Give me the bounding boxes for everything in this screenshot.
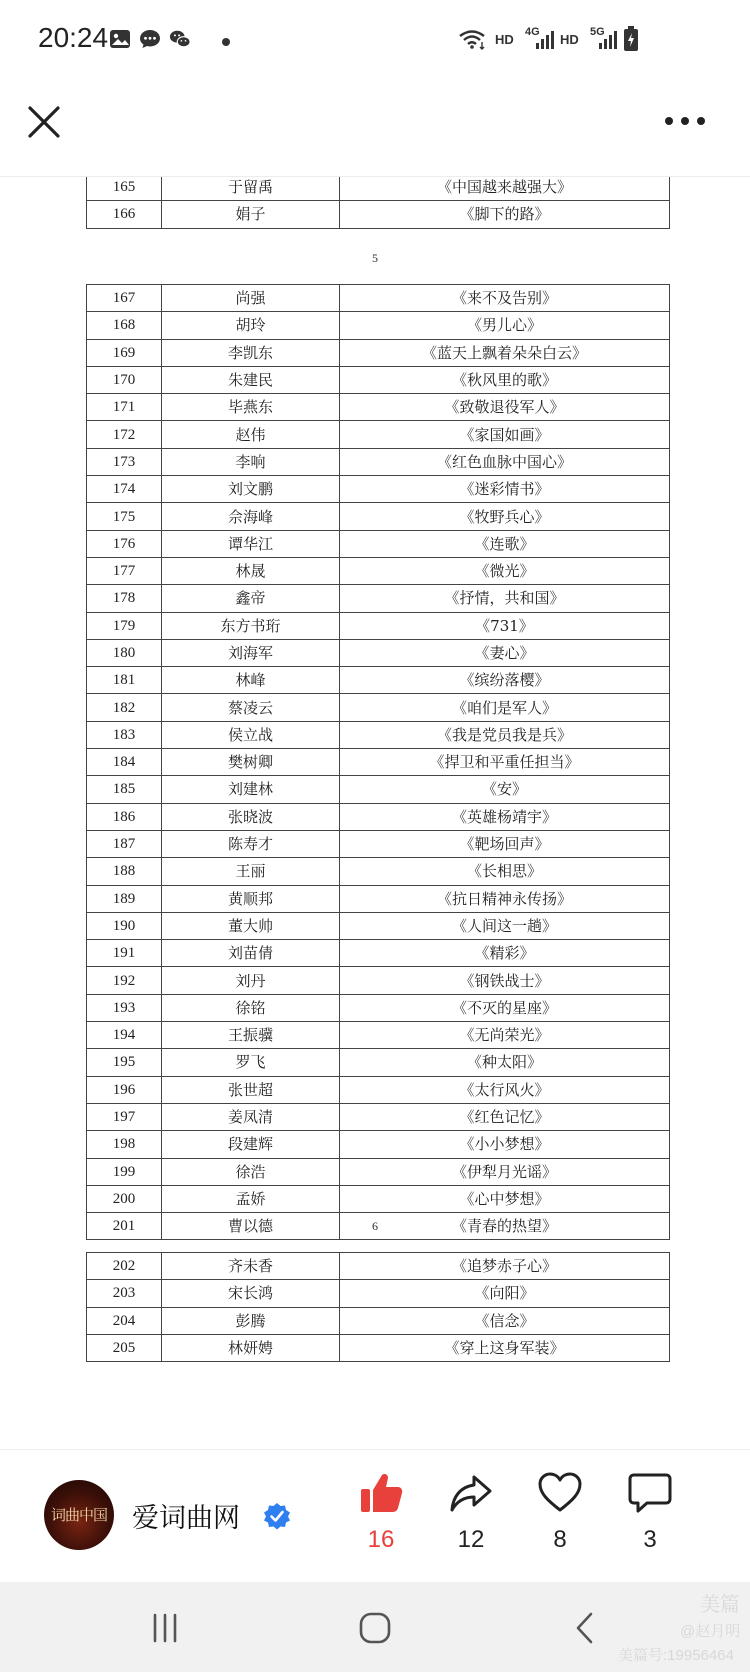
entry-author: 于留禹 xyxy=(162,177,340,201)
hd-label-1: HD xyxy=(495,32,514,47)
signal-icon-2 xyxy=(597,28,617,50)
table-row xyxy=(87,858,670,885)
entry-number: 180 xyxy=(87,639,162,666)
entry-number: 171 xyxy=(87,394,162,421)
like-count: 16 xyxy=(367,1526,395,1553)
entry-author: 侯立战 xyxy=(162,721,340,748)
entry-author: 王振骥 xyxy=(162,1022,340,1049)
entry-author: 胡玲 xyxy=(162,312,340,339)
table-row xyxy=(87,1185,670,1212)
entry-author: 樊树卿 xyxy=(162,749,340,776)
entry-number: 179 xyxy=(87,612,162,639)
notification-dot xyxy=(222,38,230,46)
entry-number: 193 xyxy=(87,994,162,1021)
entry-author: 黄顺邦 xyxy=(162,885,340,912)
entry-title: 《伊犁月光谣》 xyxy=(340,1158,670,1185)
entry-title: 《穿上这身军装》 xyxy=(340,1334,670,1361)
table-row xyxy=(87,394,670,421)
entry-author: 林妍娉 xyxy=(162,1334,340,1361)
entry-author: 张晓波 xyxy=(162,803,340,830)
entry-number: 189 xyxy=(87,885,162,912)
table-row xyxy=(87,1280,670,1307)
entry-author: 毕燕东 xyxy=(162,394,340,421)
comment-count: 3 xyxy=(643,1526,657,1553)
entry-number: 199 xyxy=(87,1158,162,1185)
table-row xyxy=(87,639,670,666)
entry-title: 《蓝天上飘着朵朵白云》 xyxy=(340,339,670,366)
comment-button[interactable] xyxy=(615,1470,685,1554)
entry-number: 173 xyxy=(87,448,162,475)
header-bar xyxy=(0,86,750,177)
entry-number: 201 xyxy=(87,1213,162,1240)
entry-number: 198 xyxy=(87,1131,162,1158)
entry-author: 陈寿才 xyxy=(162,830,340,857)
entry-author: 徐浩 xyxy=(162,1158,340,1185)
entry-author: 佘海峰 xyxy=(162,503,340,530)
entry-number: 170 xyxy=(87,366,162,393)
entry-number: 184 xyxy=(87,749,162,776)
entry-author: 李响 xyxy=(162,448,340,475)
entry-number: 167 xyxy=(87,285,162,312)
entry-title: 《连歌》 xyxy=(340,530,670,557)
table-row xyxy=(87,1076,670,1103)
entry-title: 《无尚荣光》 xyxy=(340,1022,670,1049)
table-row xyxy=(87,694,670,721)
table-row xyxy=(87,1307,670,1334)
share-button[interactable] xyxy=(436,1470,506,1554)
home-icon[interactable] xyxy=(357,1610,393,1646)
heart-icon xyxy=(537,1470,583,1516)
entry-title: 《致敬退役军人》 xyxy=(340,394,670,421)
entry-title: 《红色血脉中国心》 xyxy=(340,448,670,475)
entry-title: 《咱们是军人》 xyxy=(340,694,670,721)
entry-number: 200 xyxy=(87,1185,162,1212)
table-row xyxy=(87,1131,670,1158)
recent-apps-icon[interactable] xyxy=(147,1610,183,1646)
entry-title: 《小小梦想》 xyxy=(340,1131,670,1158)
table-row xyxy=(87,912,670,939)
entry-title: 《捍卫和平重任担当》 xyxy=(340,749,670,776)
page-number-5: 5 xyxy=(372,251,378,265)
entry-author: 娟子 xyxy=(162,201,340,228)
table-row xyxy=(87,749,670,776)
like-button[interactable] xyxy=(346,1470,416,1554)
favorite-count: 8 xyxy=(553,1526,567,1553)
entry-number: 203 xyxy=(87,1280,162,1307)
thumbs-up-icon xyxy=(358,1470,404,1516)
table-row xyxy=(87,721,670,748)
entry-author: 朱建民 xyxy=(162,366,340,393)
entry-number: 182 xyxy=(87,694,162,721)
table-row xyxy=(87,448,670,475)
entry-number: 183 xyxy=(87,721,162,748)
entry-number: 188 xyxy=(87,858,162,885)
table-body xyxy=(87,285,670,1240)
entry-number: 185 xyxy=(87,776,162,803)
entry-number: 166 xyxy=(87,201,162,228)
entry-number: 205 xyxy=(87,1334,162,1361)
entry-title: 《安》 xyxy=(340,776,670,803)
entry-title: 《微光》 xyxy=(340,557,670,584)
entry-author: 尚强 xyxy=(162,285,340,312)
table-body xyxy=(87,1253,670,1362)
entry-author: 李凯东 xyxy=(162,339,340,366)
share-icon xyxy=(448,1470,494,1516)
hd-label-2: HD xyxy=(560,32,579,47)
entry-author: 蔡凌云 xyxy=(162,694,340,721)
entry-title: 《信念》 xyxy=(340,1307,670,1334)
entry-author: 刘文鹏 xyxy=(162,476,340,503)
name-table-part-1 xyxy=(86,177,670,229)
entry-number: 190 xyxy=(87,912,162,939)
4g-label: 4G xyxy=(525,26,540,38)
wifi-icon xyxy=(458,28,488,50)
table-row xyxy=(87,776,670,803)
document-image xyxy=(0,177,750,1449)
entry-title: 《种太阳》 xyxy=(340,1049,670,1076)
entry-author: 孟娇 xyxy=(162,1185,340,1212)
table-row xyxy=(87,201,670,228)
table-row xyxy=(87,421,670,448)
table-row xyxy=(87,476,670,503)
entry-author: 齐未香 xyxy=(162,1253,340,1280)
entry-number: 165 xyxy=(87,177,162,201)
table-row xyxy=(87,1334,670,1361)
close-icon[interactable] xyxy=(22,100,66,144)
entry-author: 彭腾 xyxy=(162,1307,340,1334)
entry-title: 《迷彩情书》 xyxy=(340,476,670,503)
entry-author: 林峰 xyxy=(162,667,340,694)
entry-title: 《家国如画》 xyxy=(340,421,670,448)
entry-title: 《牧野兵心》 xyxy=(340,503,670,530)
action-bar xyxy=(0,1449,750,1583)
entry-author: 曹以德 xyxy=(162,1213,340,1240)
entry-number: 169 xyxy=(87,339,162,366)
author-avatar[interactable] xyxy=(44,1480,114,1550)
favorite-button[interactable] xyxy=(525,1470,595,1554)
table-row xyxy=(87,994,670,1021)
table-row xyxy=(87,312,670,339)
entry-number: 191 xyxy=(87,940,162,967)
comment-icon xyxy=(627,1470,673,1516)
5g-label: 5G xyxy=(590,26,605,38)
entry-author: 张世超 xyxy=(162,1076,340,1103)
entry-number: 194 xyxy=(87,1022,162,1049)
entry-author: 赵伟 xyxy=(162,421,340,448)
table-row xyxy=(87,366,670,393)
table-row xyxy=(87,667,670,694)
signal-icon-1 xyxy=(534,28,554,50)
more-options-icon[interactable] xyxy=(660,106,710,136)
entry-author: 谭华江 xyxy=(162,530,340,557)
entry-title: 《731》 xyxy=(340,612,670,639)
entry-title: 《向阳》 xyxy=(340,1280,670,1307)
entry-title: 《男儿心》 xyxy=(340,312,670,339)
entry-title: 《红色记忆》 xyxy=(340,1103,670,1130)
entry-title: 《心中梦想》 xyxy=(340,1185,670,1212)
entry-title: 《青春的热望》 xyxy=(340,1213,670,1240)
entry-author: 刘建林 xyxy=(162,776,340,803)
table-row xyxy=(87,1253,670,1280)
entry-title: 《我是党员我是兵》 xyxy=(340,721,670,748)
entry-title: 《靶场回声》 xyxy=(340,830,670,857)
entry-author: 宋长鸿 xyxy=(162,1280,340,1307)
entry-number: 202 xyxy=(87,1253,162,1280)
system-nav-bar xyxy=(0,1582,750,1672)
entry-number: 192 xyxy=(87,967,162,994)
entry-number: 174 xyxy=(87,476,162,503)
watermark-brand: 美篇 xyxy=(700,1594,740,1616)
entry-title: 《英雄杨靖宇》 xyxy=(340,803,670,830)
table-row xyxy=(87,885,670,912)
entry-title: 《人间这一趟》 xyxy=(340,912,670,939)
entry-number: 177 xyxy=(87,557,162,584)
table-row xyxy=(87,503,670,530)
entry-title: 《缤纷落樱》 xyxy=(340,667,670,694)
entry-number: 187 xyxy=(87,830,162,857)
name-table-part-2 xyxy=(86,284,670,1240)
verified-badge-icon xyxy=(263,1502,291,1530)
entry-author: 徐铭 xyxy=(162,994,340,1021)
entry-title: 《精彩》 xyxy=(340,940,670,967)
entry-title: 《长相思》 xyxy=(340,858,670,885)
entry-number: 196 xyxy=(87,1076,162,1103)
entry-author: 东方书珩 xyxy=(162,612,340,639)
name-table-part-3 xyxy=(86,1252,670,1362)
page-number-6: 6 xyxy=(372,1219,378,1233)
watermark-user: @赵月明 xyxy=(680,1623,741,1640)
entry-number: 186 xyxy=(87,803,162,830)
entry-author: 罗飞 xyxy=(162,1049,340,1076)
entry-number: 175 xyxy=(87,503,162,530)
entry-title: 《追梦赤子心》 xyxy=(340,1253,670,1280)
entry-title: 《不灭的星座》 xyxy=(340,994,670,1021)
table-row xyxy=(87,967,670,994)
table-row xyxy=(87,557,670,584)
table-row xyxy=(87,830,670,857)
table-row xyxy=(87,1103,670,1130)
entry-number: 181 xyxy=(87,667,162,694)
table-row xyxy=(87,1158,670,1185)
table-row xyxy=(87,177,670,201)
watermark-id: 美篇号:19956464 xyxy=(618,1647,734,1664)
table-body xyxy=(87,177,670,228)
entry-number: 204 xyxy=(87,1307,162,1334)
clock: 20:24 xyxy=(38,22,109,53)
message-icon xyxy=(139,28,161,50)
entry-title: 《秋风里的歌》 xyxy=(340,366,670,393)
entry-author: 段建辉 xyxy=(162,1131,340,1158)
entry-number: 197 xyxy=(87,1103,162,1130)
avatar-logo-text: 词曲中国 xyxy=(50,1506,107,1524)
entry-number: 172 xyxy=(87,421,162,448)
battery-icon xyxy=(623,26,639,52)
entry-title: 《抗日精神永传扬》 xyxy=(340,885,670,912)
table-row xyxy=(87,530,670,557)
entry-author: 刘苗倩 xyxy=(162,940,340,967)
entry-title: 《妻心》 xyxy=(340,639,670,666)
entry-author: 董大帅 xyxy=(162,912,340,939)
wechat-icon xyxy=(169,28,191,50)
entry-author: 林晟 xyxy=(162,557,340,584)
entry-author: 姜凤清 xyxy=(162,1103,340,1130)
entry-number: 176 xyxy=(87,530,162,557)
entry-number: 168 xyxy=(87,312,162,339)
entry-title: 《太行风火》 xyxy=(340,1076,670,1103)
status-bar xyxy=(0,0,750,86)
table-row xyxy=(87,585,670,612)
entry-number: 178 xyxy=(87,585,162,612)
author-name[interactable]: 爱词曲网 xyxy=(132,1503,240,1534)
entry-author: 王丽 xyxy=(162,858,340,885)
entry-title: 《来不及告别》 xyxy=(340,285,670,312)
entry-author: 鑫帝 xyxy=(162,585,340,612)
table-row xyxy=(87,1049,670,1076)
entry-title: 《钢铁战士》 xyxy=(340,967,670,994)
table-row xyxy=(87,803,670,830)
table-row xyxy=(87,285,670,312)
entry-number: 195 xyxy=(87,1049,162,1076)
entry-author: 刘海军 xyxy=(162,639,340,666)
table-row xyxy=(87,339,670,366)
table-row xyxy=(87,612,670,639)
table-row xyxy=(87,1022,670,1049)
gallery-icon xyxy=(109,28,131,50)
entry-title: 《抒情，共和国》 xyxy=(340,585,670,612)
entry-title: 《脚下的路》 xyxy=(340,201,670,228)
entry-title: 《中国越来越强大》 xyxy=(340,177,670,201)
back-icon[interactable] xyxy=(567,1610,603,1646)
entry-author: 刘丹 xyxy=(162,967,340,994)
share-count: 12 xyxy=(457,1526,485,1553)
table-row xyxy=(87,940,670,967)
